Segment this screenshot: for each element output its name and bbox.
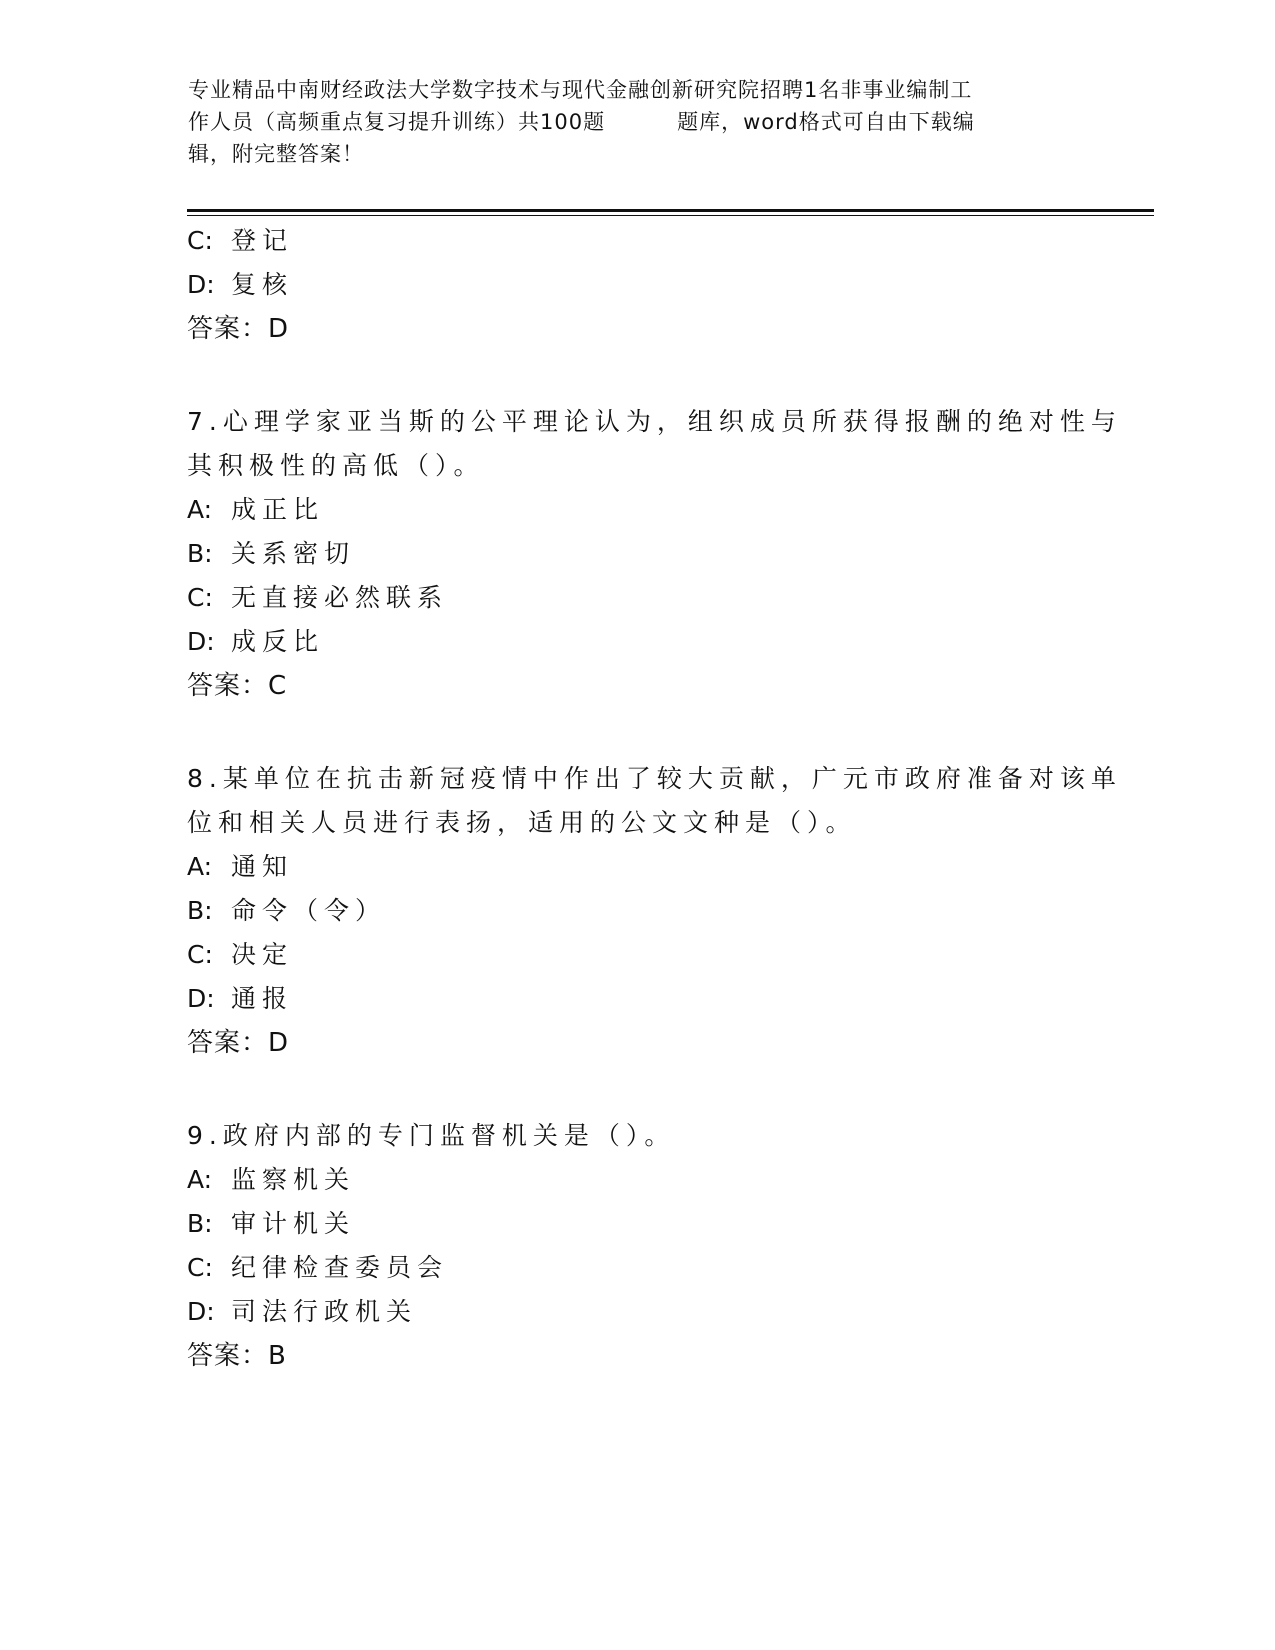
question-7-answer: 答案：C <box>187 671 287 701</box>
question-8-stem-line-1: 8.某单位在抗击新冠疫情中作出了较大贡献，广元市政府准备对该单 <box>187 764 1122 793</box>
header-line-2a: 作人员（高频重点复习提升训练）共100题 <box>188 110 606 134</box>
question-7-option-d: D: 成反比 <box>187 627 325 656</box>
question-7-option-b: B: 关系密切 <box>187 539 356 568</box>
question-8-option-a: A: 通知 <box>187 852 294 881</box>
header-line-3: 辑，附完整答案！ <box>188 142 364 166</box>
header-line-1: 专业精品中南财经政法大学数字技术与现代金融创新研究院招聘1名非事业编制工 <box>188 78 973 102</box>
question-8-stem-line-2: 位和相关人员进行表扬，适用的公文文种是（）。 <box>187 808 857 837</box>
question-9-stem-line-1: 9.政府内部的专门监督机关是（）。 <box>187 1121 676 1150</box>
header-line-2b: 题库，word格式可自由下载编 <box>677 110 975 134</box>
question-9-option-d: D: 司法行政机关 <box>187 1297 418 1326</box>
answer-line: 答案：D <box>187 314 289 344</box>
question-8-option-c: C: 决定 <box>187 940 294 969</box>
question-8-option-d: D: 通报 <box>187 984 294 1013</box>
question-8-option-b: B: 命令（令） <box>187 896 387 925</box>
header-divider-thick <box>187 209 1154 212</box>
header-divider-thin <box>187 215 1154 216</box>
question-7-stem-line-2: 其积极性的高低（）。 <box>187 451 485 480</box>
option-d: D: 复核 <box>187 270 294 299</box>
question-9-option-b: B: 审计机关 <box>187 1209 356 1238</box>
question-9-option-a: A: 监察机关 <box>187 1165 356 1194</box>
option-c: C: 登记 <box>187 226 294 255</box>
question-8-answer: 答案：D <box>187 1028 289 1058</box>
question-9-answer: 答案：B <box>187 1341 286 1371</box>
question-7-stem-line-1: 7.心理学家亚当斯的公平理论认为，组织成员所获得报酬的绝对性与 <box>187 407 1122 436</box>
document-header <box>188 74 1088 170</box>
question-7-option-a: A: 成正比 <box>187 495 325 524</box>
header-line-2 <box>188 106 1088 138</box>
question-9-option-c: C: 纪律检查委员会 <box>187 1253 449 1282</box>
question-7-option-c: C: 无直接必然联系 <box>187 583 449 612</box>
